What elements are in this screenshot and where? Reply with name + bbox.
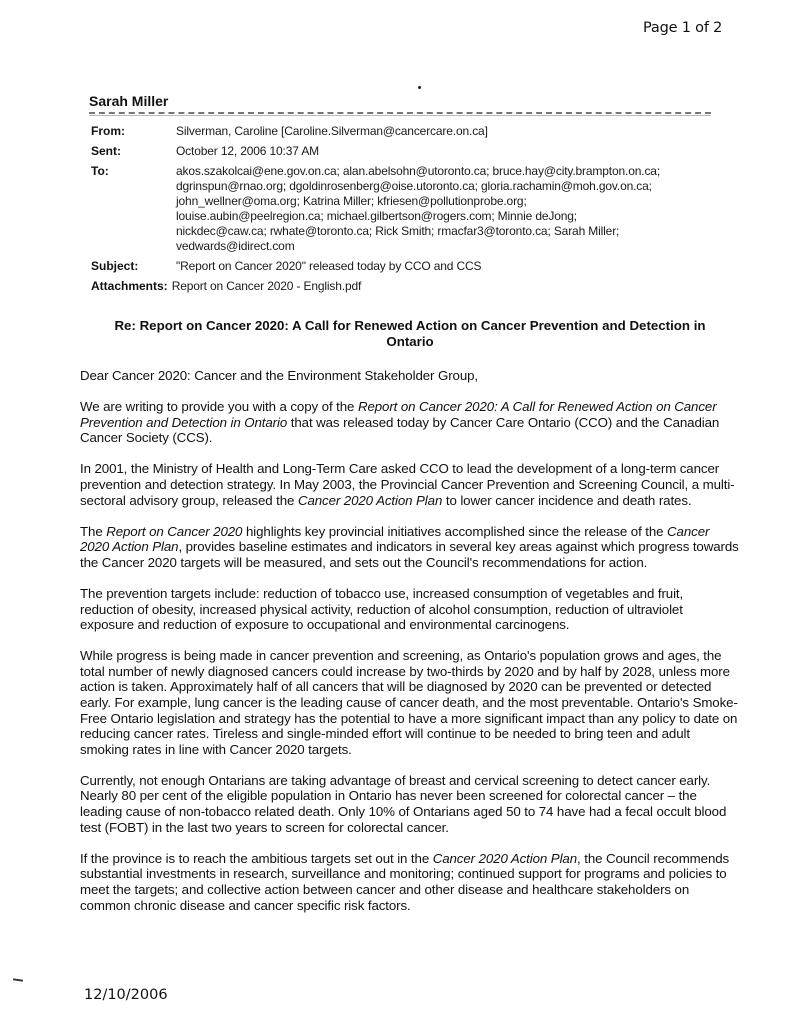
- sent-value: October 12, 2006 10:37 AM: [176, 144, 320, 158]
- page-number: Page 1 of 2: [643, 20, 723, 36]
- to-line: louise.aubin@peelregion.ca; michael.gilbertson@rogers.com; Minnie deJong;: [176, 209, 577, 223]
- paragraph-5: While progress is being made in cancer prevention and screening, as Ontario's population grows and ages, the total number of newly diagnosed cancers could increase by two-thirds by 2020 and by half by 2028, unless more action is taken. Approximately half of all cancers that will be diagnosed by 2020 can be prevented or detected early. For example, lung cancer is the leading cause of cancer death, and the most preventable. Ontario's Smoke-Free Ontario legislation and strategy has the potential to have a more significant impact than any policy to date on reducing cancer rates. Tireless and single-minded effort will continue to be needed to bring teen and adult smoking rates in line with Cancer 2020 targets.: [80, 648, 738, 757]
- from-row: [91, 124, 731, 139]
- salutation: Dear Cancer 2020: Cancer and the Environment Stakeholder Group,: [80, 368, 479, 383]
- from-value: Silverman, Caroline [Caroline.Silverman@cancercare.on.ca]: [176, 124, 488, 138]
- attachment-file-link[interactable]: Report on Cancer 2020 - English.pdf: [171, 279, 362, 293]
- sent-label: Sent:: [91, 144, 121, 158]
- scan-artifact-dot: [418, 86, 421, 89]
- to-row: [91, 164, 731, 254]
- header-divider: [89, 112, 711, 114]
- report-title-italic: Report on Cancer 2020: A Call for Renewed Action on Cancer Prevention and Detection in Ontario: [80, 399, 717, 430]
- header-divider-underline: [89, 115, 711, 116]
- attachments-row: [91, 279, 731, 294]
- subject-row: [91, 259, 731, 274]
- email-headers: [91, 124, 731, 299]
- letter-title: [80, 318, 740, 350]
- sent-row: [91, 144, 731, 159]
- action-plan-italic: Cancer 2020 Action Plan: [297, 492, 443, 508]
- paragraph-7: If the province is to reach the ambitious targets set out in the Cancer 2020 Action Plan, the Council recommends substantial investments in research, surveillance and monitoring; continued support for programs and policies to meet the targets; and collective action between cancer and other disease and healthcare stakeholders on common chronic disease and cancer specific risk factors.: [80, 850, 730, 913]
- attachments-label: Attachments:: [91, 279, 168, 293]
- paragraph-6: Currently, not enough Ontarians are taking advantage of breast and cervical screening to detect cancer early. Nearly 80 per cent of the eligible population in Ontario has never been screened for colorectal cancer – the leading cause of non-tobacco related death. Only 10% of Ontarians aged 50 to 74 have had a fecal occult blood test (FOBT) in the last two years to screen for colorectal cancer.: [80, 772, 727, 835]
- paragraph-3: The Report on Cancer 2020 highlights key provincial initiatives accomplished since the release of the Cancer 2020 Action Plan, provides baseline estimates and indicators in several key areas against which progress towards the Cancer 2020 targets will be measured, and sets out the Council's recommendations for action.: [80, 523, 739, 570]
- to-label: To:: [91, 164, 109, 178]
- to-line: nickdec@caw.ca; rwhate@toronto.ca; Rick Smith; rmacfar3@toronto.ca; Sarah Miller;: [176, 224, 620, 238]
- subject-label: Subject:: [91, 259, 139, 273]
- to-line: john_wellner@oma.org; Katrina Miller; kfriesen@pollutionprobe.org;: [176, 194, 527, 208]
- letter-title-line2: Ontario: [386, 334, 434, 349]
- subject-value: "Report on Cancer 2020" released today by CCO and CCS: [176, 259, 482, 273]
- paragraph-2: In 2001, the Ministry of Health and Long-Term Care asked CCO to lead the development of a long-term cancer prevention and detection strategy. In May 2003, the Provincial Cancer Prevention and Screening Council, a multi-sectoral advisory group, released the Cancer 2020 Action Plan to lower cancer incidence and death rates.: [80, 461, 735, 508]
- paragraph-1: We are writing to provide you with a copy of the Report on Cancer 2020: A Call for Renewed Action on Cancer Prevention and Detection in Ontario that was released today by Cancer Care Ontario (CCO) and the Canadian Cancer Society (CCS).: [80, 399, 720, 446]
- action-plan-italic: Cancer 2020 Action Plan: [432, 850, 578, 866]
- letter-title-line1: Re: Report on Cancer 2020: A Call for Renewed Action on Cancer Prevention and Detection in: [114, 318, 706, 333]
- report-title-italic: Report on Cancer 2020: [106, 523, 243, 539]
- action-plan-italic: Cancer 2020 Action Plan: [80, 523, 710, 555]
- letter-body: [80, 368, 740, 929]
- paragraph-4: The prevention targets include: reduction of tobacco use, increased consumption of vegetables and fruit, reduction of obesity, increased physical activity, reduction of alcohol consumption, reduction of ultraviolet exposure and reduction of exposure to occupational and environmental carcinogens.: [80, 585, 684, 633]
- to-line: dgrinspun@rnao.org; dgoldinrosenberg@oise.utoronto.ca; gloria.rachamin@moh.gov.on.ca;: [176, 179, 652, 193]
- mailbox-owner-name: Sarah Miller: [89, 93, 169, 109]
- from-label: From:: [91, 124, 125, 138]
- to-line: akos.szakolcai@ene.gov.on.ca; alan.abelsohn@utoronto.ca; bruce.hay@city.brampton.on.ca;: [176, 164, 661, 178]
- footer-date: 12/10/2006: [84, 987, 168, 1003]
- to-line: vedwards@idirect.com: [176, 239, 295, 253]
- scan-artifact-mark: [13, 978, 23, 981]
- to-recipients: [176, 164, 731, 254]
